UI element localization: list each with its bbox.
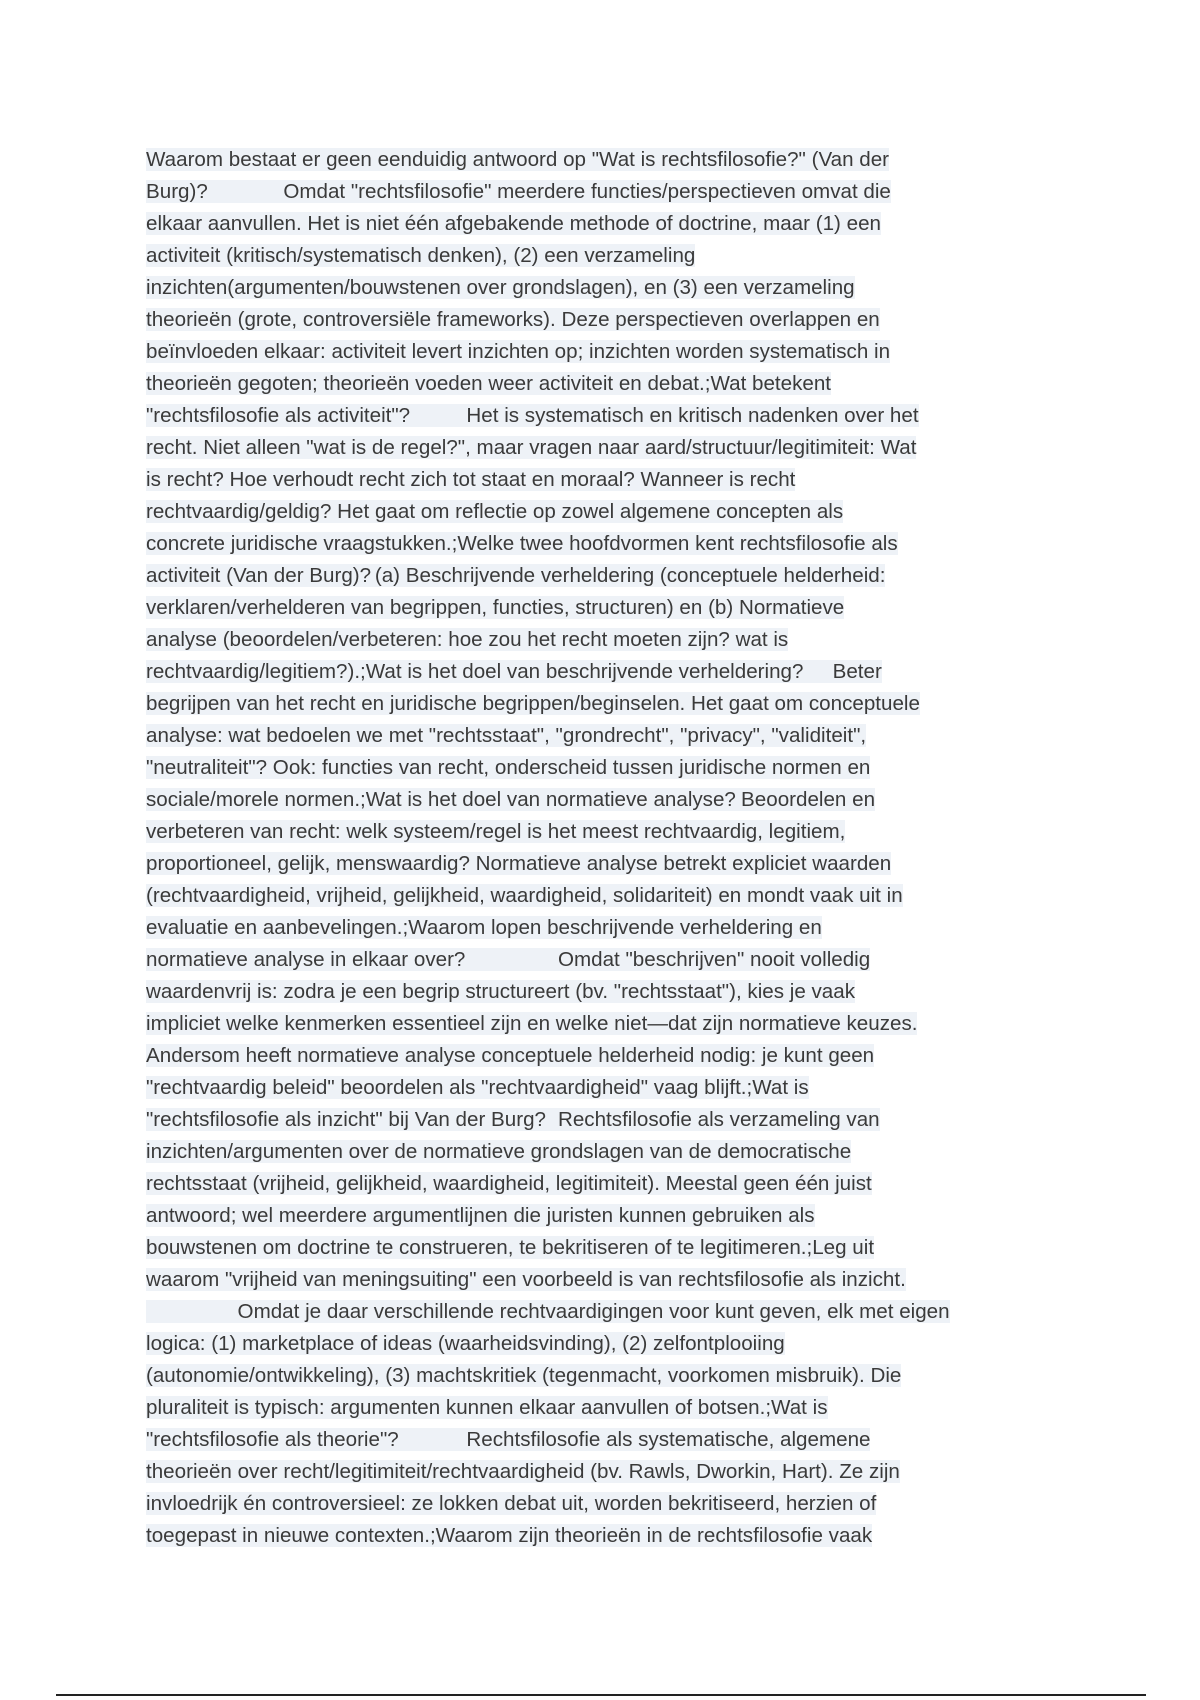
text-line xyxy=(146,1264,1058,1296)
text-line-content: evaluatie en aanbevelingen.;Waarom lopen beschrijvende verheldering en xyxy=(146,916,822,939)
text-line-content: sociale/morele normen.;Wat is het doel van normatieve analyse? Beoordelen en xyxy=(146,788,876,811)
text-line xyxy=(146,1136,1058,1168)
text-line xyxy=(146,976,1058,1008)
text-line-content: rechtsstaat (vrijheid, gelijkheid, waardigheid, legitimiteit). Meestal geen één juist xyxy=(146,1172,872,1195)
text-line xyxy=(146,944,1058,976)
text-line xyxy=(146,592,1058,624)
text-line xyxy=(146,1296,1058,1328)
text-line xyxy=(146,272,1058,304)
text-line xyxy=(146,1008,1058,1040)
text-line-content: antwoord; wel meerdere argumentlijnen die juristen kunnen gebruiken als xyxy=(146,1204,815,1227)
text-line-content: toegepast in nieuwe contexten.;Waarom zijn theorieën in de rechtsfilosofie vaak xyxy=(146,1524,873,1547)
text-line xyxy=(146,240,1058,272)
text-line xyxy=(146,848,1058,880)
text-line-content: theorieën gegoten; theorieën voeden weer activiteit en debat.;Wat betekent xyxy=(146,372,832,395)
text-line-content: is recht? Hoe verhoudt recht zich tot staat en moraal? Wanneer is recht xyxy=(146,468,796,491)
text-line-content: "rechtsfilosofie als inzicht" bij Van der Burg? Rechtsfilosofie als verzameling van xyxy=(146,1108,880,1131)
text-line-content: impliciet welke kenmerken essentieel zijn en welke niet—dat zijn normatieve keuzes. xyxy=(146,1012,918,1035)
text-line-content: proportioneel, gelijk, menswaardig? Normatieve analyse betrekt expliciet waarden xyxy=(146,852,892,875)
text-line xyxy=(146,1488,1058,1520)
text-line xyxy=(146,1200,1058,1232)
text-line xyxy=(146,1456,1058,1488)
text-line-content: concrete juridische vraagstukken.;Welke twee hoofdvormen kent rechtsfilosofie als xyxy=(146,532,898,555)
text-line xyxy=(146,1360,1058,1392)
text-line-content: (rechtvaardigheid, vrijheid, gelijkheid, waardigheid, solidariteit) en mondt vaak uit in xyxy=(146,884,903,907)
text-line-content: inzichten(argumenten/bouwstenen over grondslagen), en (3) een verzameling xyxy=(146,276,855,299)
text-line xyxy=(146,144,1058,176)
text-line-content: (autonomie/ontwikkeling), (3) machtskritiek (tegenmacht, voorkomen misbruik). Die xyxy=(146,1364,902,1387)
text-line-content: waardenvrij is: zodra je een begrip structureert (bv. "rechtsstaat"), kies je vaak xyxy=(146,980,856,1003)
text-line-content: invloedrijk én controversieel: ze lokken debat uit, worden bekritiseerd, herzien of xyxy=(146,1492,877,1515)
text-line-content: "neutraliteit"? Ook: functies van recht, onderscheid tussen juridische normen en xyxy=(146,756,871,779)
text-line-content: "rechtvaardig beleid" beoordelen als "rechtvaardigheid" vaag blijft.;Wat is xyxy=(146,1076,809,1099)
text-line-content: bouwstenen om doctrine te construeren, te bekritiseren of te legitimeren.;Leg uit xyxy=(146,1236,875,1259)
text-line-content: recht. Niet alleen "wat is de regel?", maar vragen naar aard/structuur/legitimiteit: Wat xyxy=(146,436,917,459)
text-line-content: logica: (1) marketplace of ideas (waarheidsvinding), (2) zelfontplooiing xyxy=(146,1332,785,1355)
text-line xyxy=(146,784,1058,816)
text-line-content: beïnvloeden elkaar: activiteit levert inzichten op; inzichten worden systematisch in xyxy=(146,340,891,363)
text-line-content: begrijpen van het recht en juridische begrippen/beginselen. Het gaat om conceptuele xyxy=(146,692,920,715)
text-line xyxy=(146,528,1058,560)
text-line xyxy=(146,560,1058,592)
text-line xyxy=(146,752,1058,784)
text-line-content: "rechtsfilosofie als activiteit"? Het is systematisch en kritisch nadenken over het xyxy=(146,404,919,427)
text-line-content: verklaren/verhelderen van begrippen, functies, structuren) en (b) Normatieve xyxy=(146,596,845,619)
text-line xyxy=(146,880,1058,912)
text-line xyxy=(146,368,1058,400)
text-line-content: "rechtsfilosofie als theorie"? Rechtsfilosofie als systematische, algemene xyxy=(146,1428,871,1451)
text-line xyxy=(146,1392,1058,1424)
text-line-content: inzichten/argumenten over de normatieve grondslagen van de democratische xyxy=(146,1140,852,1163)
text-line-content: rechtvaardig/geldig? Het gaat om reflectie op zowel algemene concepten als xyxy=(146,500,844,523)
text-line xyxy=(146,912,1058,944)
text-line-content: theorieën over recht/legitimiteit/rechtvaardigheid (bv. Rawls, Dworkin, Hart). Ze zijn xyxy=(146,1460,900,1483)
text-line-content: Waarom bestaat er geen eenduidig antwoord op "Wat is rechtsfilosofie?" (Van der xyxy=(146,148,890,171)
text-line xyxy=(146,336,1058,368)
text-line-content: activiteit (kritisch/systematisch denken), (2) een verzameling xyxy=(146,244,696,267)
text-line xyxy=(146,656,1058,688)
text-line xyxy=(146,1168,1058,1200)
text-line xyxy=(146,432,1058,464)
text-line-content: waarom "vrijheid van meningsuiting" een voorbeeld is van rechtsfilosofie als inzicht. xyxy=(146,1268,906,1291)
text-line xyxy=(146,464,1058,496)
text-line xyxy=(146,400,1058,432)
text-line xyxy=(146,208,1058,240)
text-line xyxy=(146,1424,1058,1456)
text-line xyxy=(146,1328,1058,1360)
text-line-content: rechtvaardig/legitiem?).;Wat is het doel van beschrijvende verheldering? Beter xyxy=(146,660,882,683)
text-line xyxy=(146,816,1058,848)
text-line xyxy=(146,720,1058,752)
text-line xyxy=(146,624,1058,656)
body-text xyxy=(146,144,1058,1552)
text-line-content: Burg)? Omdat "rechtsfilosofie" meerdere functies/perspectieven omvat die xyxy=(146,180,891,203)
text-line-content: Andersom heeft normatieve analyse conceptuele helderheid nodig: je kunt geen xyxy=(146,1044,875,1067)
text-line xyxy=(146,176,1058,208)
text-line xyxy=(146,1232,1058,1264)
text-line-content: analyse: wat bedoelen we met "rechtsstaat", "grondrecht", "privacy", "validiteit", xyxy=(146,724,867,747)
text-line xyxy=(146,1072,1058,1104)
text-line-content: activiteit (Van der Burg)? (a) Beschrijvende verheldering (conceptuele helderheid: xyxy=(146,564,886,587)
text-line xyxy=(146,1520,1058,1552)
text-line xyxy=(146,304,1058,336)
text-line xyxy=(146,688,1058,720)
footer-rule xyxy=(56,1694,1146,1696)
text-line-content: normatieve analyse in elkaar over? Omdat "beschrijven" nooit volledig xyxy=(146,948,871,971)
text-line xyxy=(146,1040,1058,1072)
text-line xyxy=(146,496,1058,528)
text-line-content: verbeteren van recht: welk systeem/regel is het meest rechtvaardig, legitiem, xyxy=(146,820,846,843)
text-line-content: analyse (beoordelen/verbeteren: hoe zou het recht moeten zijn? wat is xyxy=(146,628,789,651)
text-line-content: pluraliteit is typisch: argumenten kunnen elkaar aanvullen of botsen.;Wat is xyxy=(146,1396,828,1419)
text-line-content: elkaar aanvullen. Het is niet één afgebakende methode of doctrine, maar (1) een xyxy=(146,212,881,235)
text-line-content: theorieën (grote, controversiële frameworks). Deze perspectieven overlappen en xyxy=(146,308,880,331)
text-line xyxy=(146,1104,1058,1136)
text-line-content: Omdat je daar verschillende rechtvaardigingen voor kunt geven, elk met eigen xyxy=(146,1300,950,1323)
